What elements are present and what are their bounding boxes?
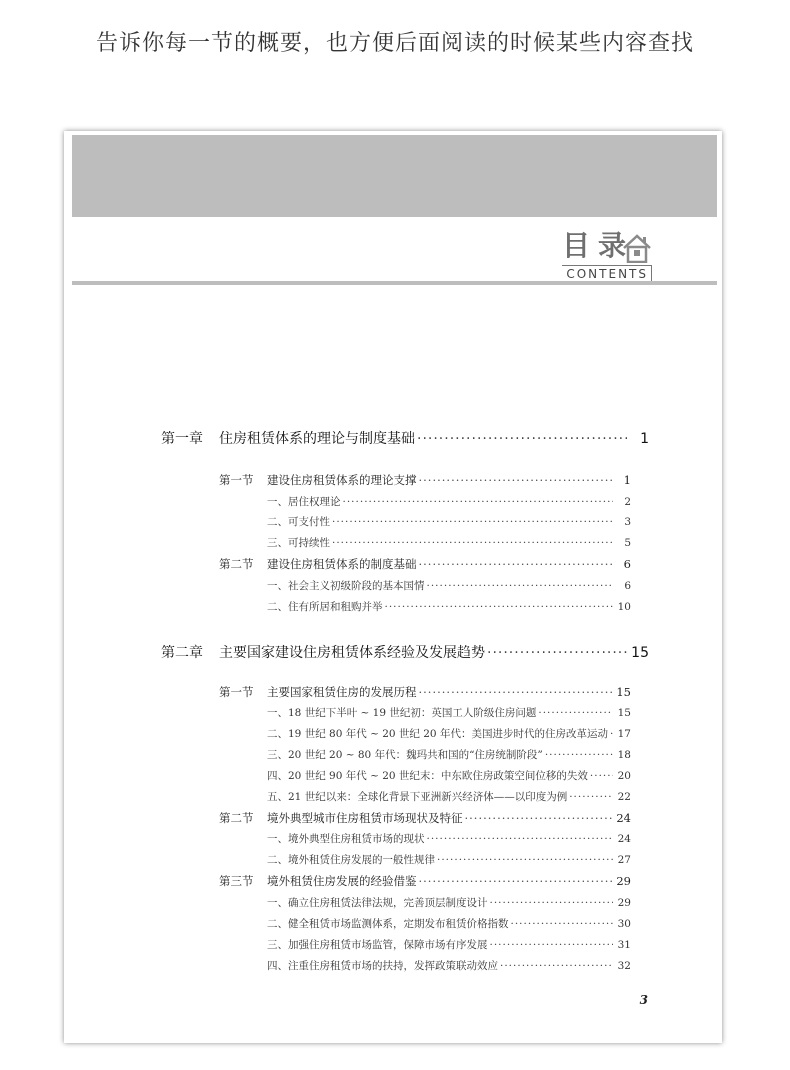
chapter-number: 第一章 xyxy=(161,431,203,447)
page-number: 30 xyxy=(617,918,631,930)
dot-leader xyxy=(545,749,613,761)
page-number: 3 xyxy=(624,516,631,528)
toc-chapter[interactable] xyxy=(161,642,649,662)
page-folio: 3 xyxy=(639,993,648,1007)
page-number: 17 xyxy=(617,728,631,740)
dot-leader xyxy=(590,770,613,782)
section-number: 第二节 xyxy=(219,557,254,571)
dot-leader xyxy=(610,728,613,740)
page-number: 2 xyxy=(624,496,631,508)
dot-leader xyxy=(419,685,613,699)
page-number: 1 xyxy=(640,431,649,447)
toc-item[interactable] xyxy=(267,937,631,952)
page-number: 18 xyxy=(617,749,631,761)
dot-leader xyxy=(419,557,614,571)
toc-item[interactable] xyxy=(267,535,631,550)
toc-item[interactable] xyxy=(267,578,631,593)
toc-chapter[interactable] xyxy=(161,428,649,448)
page-number: 15 xyxy=(631,645,649,661)
page-number: 29 xyxy=(616,874,631,888)
dot-leader xyxy=(332,516,613,528)
dot-leader xyxy=(419,473,614,487)
page-number: 32 xyxy=(617,960,631,972)
item-title: 二、境外租赁住房发展的一般性规律 xyxy=(267,854,435,866)
item-title: 一、18 世纪下半叶 ~ 19 世纪初：英国工人阶级住房问题 xyxy=(267,707,537,719)
item-title: 三、加强住房租赁市场监管，保障市场有序发展 xyxy=(267,939,488,951)
dot-leader xyxy=(490,897,614,909)
page-number: 15 xyxy=(616,685,631,699)
item-title: 四、注重住房租赁市场的扶持，发挥政策联动效应 xyxy=(267,960,498,972)
section-number: 第一节 xyxy=(219,685,254,699)
title-en: CONTENTS xyxy=(562,265,652,281)
section-number: 第一节 xyxy=(219,473,254,487)
toc-item[interactable] xyxy=(267,599,631,614)
toc-section[interactable] xyxy=(219,556,631,572)
section-number: 第三节 xyxy=(219,874,254,888)
dot-leader xyxy=(569,791,613,803)
section-number: 第二节 xyxy=(219,811,254,825)
page-number: 1 xyxy=(623,473,631,487)
dot-leader xyxy=(385,601,614,613)
dot-leader xyxy=(465,811,613,825)
item-title: 一、确立住房租赁法律法规，完善顶层制度设计 xyxy=(267,897,488,909)
toc-item[interactable] xyxy=(267,831,631,846)
toc-item[interactable] xyxy=(267,895,631,910)
page-number: 10 xyxy=(617,601,631,613)
toc-section[interactable] xyxy=(219,472,631,488)
toc-item[interactable] xyxy=(267,726,631,741)
section-title: 境外租赁住房发展的经验借鉴 xyxy=(267,874,417,888)
dot-leader xyxy=(538,707,613,719)
chapter-title: 住房租赁体系的理论与制度基础 xyxy=(219,431,415,447)
toc xyxy=(64,131,722,1043)
title-cn: 目录 xyxy=(561,229,634,262)
section-title: 主要国家租赁住房的发展历程 xyxy=(267,685,417,699)
toc-section[interactable] xyxy=(219,684,631,700)
toc-item[interactable] xyxy=(267,494,631,509)
toc-item[interactable] xyxy=(267,852,631,867)
item-title: 二、健全租赁市场监测体系，定期发布租赁价格指数 xyxy=(267,918,509,930)
book-page xyxy=(64,131,722,1043)
page-number: 29 xyxy=(617,897,631,909)
section-title: 境外典型城市住房租赁市场现状及特征 xyxy=(267,811,463,825)
section-title: 建设住房租赁体系的理论支撑 xyxy=(267,473,417,487)
item-title: 一、居住权理论 xyxy=(267,496,341,508)
dot-leader xyxy=(332,537,613,549)
page-number: 24 xyxy=(616,811,631,825)
page-number: 27 xyxy=(617,854,631,866)
page-number: 6 xyxy=(624,580,631,592)
toc-item[interactable] xyxy=(267,958,631,973)
item-title: 一、境外典型住房租赁市场的现状 xyxy=(267,833,425,845)
page-number: 6 xyxy=(623,557,631,571)
toc-item[interactable] xyxy=(267,514,631,529)
page-number: 22 xyxy=(617,791,631,803)
item-title: 一、社会主义初级阶段的基本国情 xyxy=(267,580,425,592)
chapter-title: 主要国家建设住房租赁体系经验及发展趋势 xyxy=(219,645,485,661)
dot-leader xyxy=(487,645,627,661)
dot-leader xyxy=(427,580,614,592)
item-title: 五、21 世纪以来：全球化背景下亚洲新兴经济体——以印度为例 xyxy=(267,791,568,803)
item-title: 三、20 世纪 20 ~ 80 年代：魏玛共和国的“住房统制阶段” xyxy=(267,749,543,761)
toc-item[interactable] xyxy=(267,768,631,783)
dot-leader xyxy=(417,431,627,447)
item-title: 三、可持续性 xyxy=(267,537,330,549)
dot-leader xyxy=(419,874,613,888)
dot-leader xyxy=(500,960,613,972)
toc-section[interactable] xyxy=(219,873,631,889)
dot-leader xyxy=(490,939,614,951)
page-number: 31 xyxy=(617,939,631,951)
toc-item[interactable] xyxy=(267,705,631,720)
dot-leader xyxy=(511,918,614,930)
dot-leader xyxy=(437,854,613,866)
caption-text: 告诉你每一节的概要，也方便后面阅读的时候某些内容查找 xyxy=(95,31,694,56)
item-title: 二、19 世纪 80 年代 ~ 20 世纪 20 年代：美国进步时代的住房改革运动 xyxy=(267,728,608,740)
dot-leader xyxy=(343,496,614,508)
chapter-number: 第二章 xyxy=(161,645,203,661)
page-number: 24 xyxy=(617,833,631,845)
page-number: 15 xyxy=(617,707,631,719)
toc-item[interactable] xyxy=(267,747,631,762)
page-number: 5 xyxy=(624,537,631,549)
item-title: 二、可支付性 xyxy=(267,516,330,528)
toc-section[interactable] xyxy=(219,810,631,826)
dot-leader xyxy=(427,833,614,845)
item-title: 四、20 世纪 90 年代 ~ 20 世纪末：中东欧住房政策空间位移的失效 xyxy=(267,770,588,782)
toc-item[interactable] xyxy=(267,916,631,931)
page-number: 20 xyxy=(617,770,631,782)
toc-item[interactable] xyxy=(267,789,631,804)
item-title: 二、住有所居和租购并举 xyxy=(267,601,383,613)
section-title: 建设住房租赁体系的制度基础 xyxy=(267,557,417,571)
